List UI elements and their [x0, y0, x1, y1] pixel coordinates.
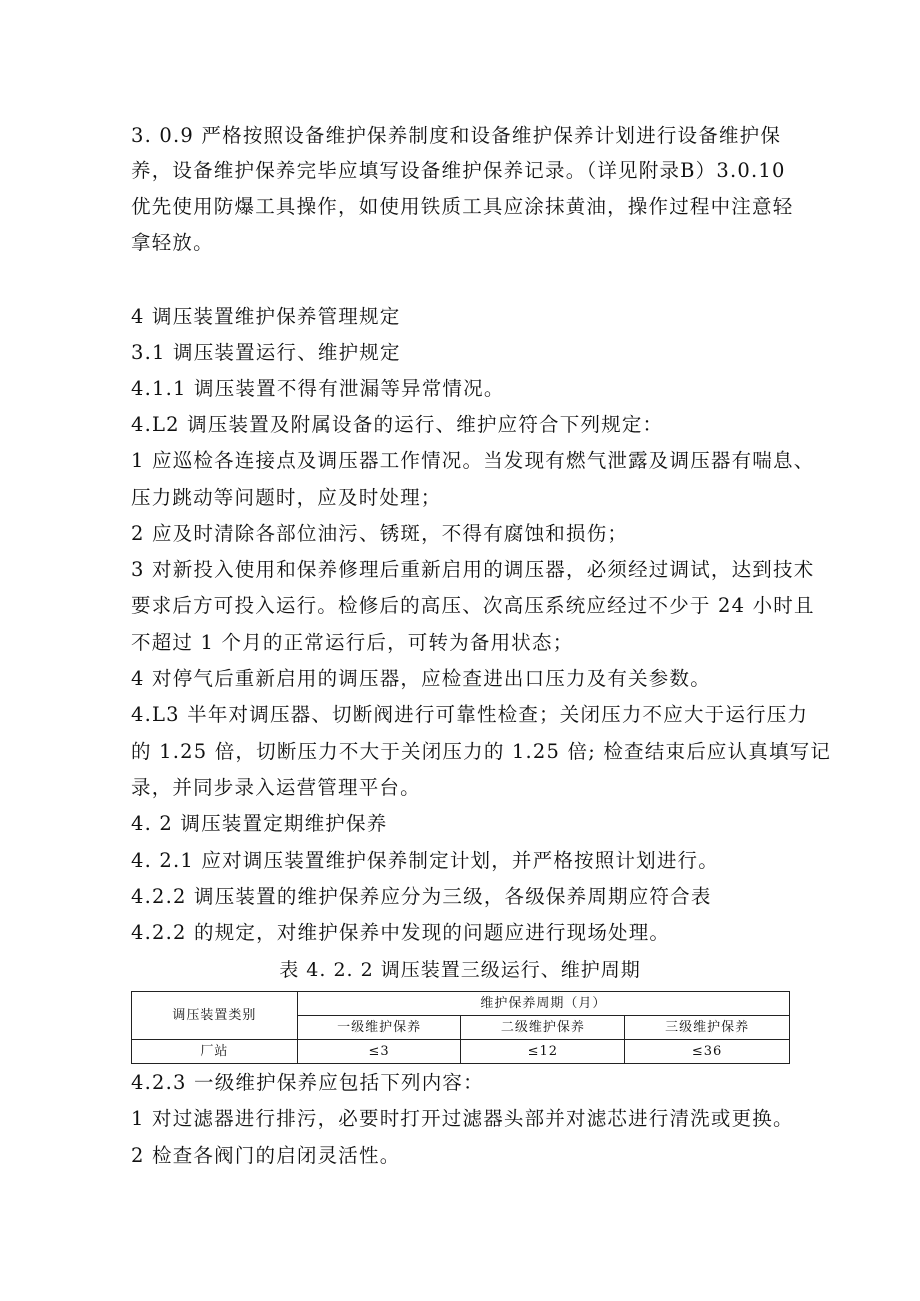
table-cell-level-2: ≤12	[461, 1040, 625, 1064]
table-caption: 表 4. 2. 2 调压装置三级运行、维护周期	[279, 959, 641, 981]
table-header-period: 维护保养周期（月）	[297, 992, 789, 1016]
paragraph-line: 4.1.1 调压装置不得有泄漏等异常情况。	[131, 377, 505, 400]
paragraph-line: 不超过 1 个月的正常运行后，可转为备用状态；	[131, 631, 574, 654]
paragraph-line: 2 检查各阀门的启闭灵活性。	[131, 1144, 401, 1167]
paragraph-line: 优先使用防爆工具操作，如使用铁质工具应涂抹黄油，操作过程中注意轻	[131, 195, 794, 218]
paragraph-line: 要求后方可投入运行。检修后的高压、次高压系统应经过不少于 24 小时且	[131, 594, 815, 617]
paragraph-line: 3. 0.9 严格按照设备维护保养制度和设备维护保养计划进行设备维护保	[131, 124, 782, 147]
paragraph-line: 2 应及时清除各部位油污、锈斑，不得有腐蚀和损伤；	[131, 522, 629, 545]
paragraph-line: 4. 2.1 应对调压装置维护保养制定计划，并严格按照计划进行。	[131, 849, 719, 872]
table-header-category: 调压装置类别	[132, 992, 298, 1040]
paragraph-line: 3 对新投入使用和保养修理后重新启用的调压器，必须经过调试，达到技术	[131, 558, 815, 581]
paragraph-line: 4.2.2 调压装置的维护保养应分为三级，各级保养周期应符合表	[131, 885, 712, 908]
paragraph-line: 4.2.2 的规定，对维护保养中发现的问题应进行现场处理。	[131, 921, 671, 944]
paragraph-line: 4 对停气后重新启用的调压器，应检查进出口压力及有关参数。	[131, 667, 711, 690]
section-heading: 4 调压装置维护保养管理规定	[131, 305, 401, 328]
table-header-level-1: 一级维护保养	[297, 1016, 461, 1040]
table-cell-level-3: ≤36	[625, 1040, 790, 1064]
table-header-level-3: 三级维护保养	[625, 1016, 790, 1040]
table-row	[132, 1040, 790, 1064]
paragraph-line: 养，设备维护保养完毕应填写设备维护保养记录。（详见附录B）3.0.10	[131, 159, 786, 182]
paragraph-line: 录，并同步录入运营管理平台。	[131, 776, 421, 799]
maintenance-period-table	[131, 991, 790, 1064]
paragraph-line: 4.L3 半年对调压器、切断阀进行可靠性检查；关闭压力不应大于运行压力	[131, 703, 809, 726]
paragraph-line: 4.L2 调压装置及附属设备的运行、维护应符合下列规定：	[131, 413, 664, 436]
paragraph-line: 拿轻放。	[131, 231, 214, 254]
paragraph-line: 的 1.25 倍，切断压力不大于关闭压力的 1.25 倍; 检查结束后应认真填写记	[131, 740, 832, 763]
paragraph-line: 4.2.3 一级维护保养应包括下列内容：	[131, 1071, 484, 1094]
table-cell-level-1: ≤3	[297, 1040, 461, 1064]
table-header-level-2: 二级维护保养	[461, 1016, 625, 1040]
paragraph-line: 1 对过滤器进行排污，必要时打开过滤器头部并对滤芯进行清洗或更换。	[131, 1107, 794, 1130]
subsection-heading: 4. 2 调压装置定期维护保养	[131, 812, 388, 835]
table-cell-category: 厂站	[132, 1040, 298, 1064]
subsection-heading: 3.1 调压装置运行、维护规定	[131, 341, 401, 364]
paragraph-line: 压力跳动等问题时，应及时处理；	[131, 486, 442, 509]
paragraph-line: 1 应巡检各连接点及调压器工作情况。当发现有燃气泄露及调压器有喘息、	[131, 449, 815, 472]
